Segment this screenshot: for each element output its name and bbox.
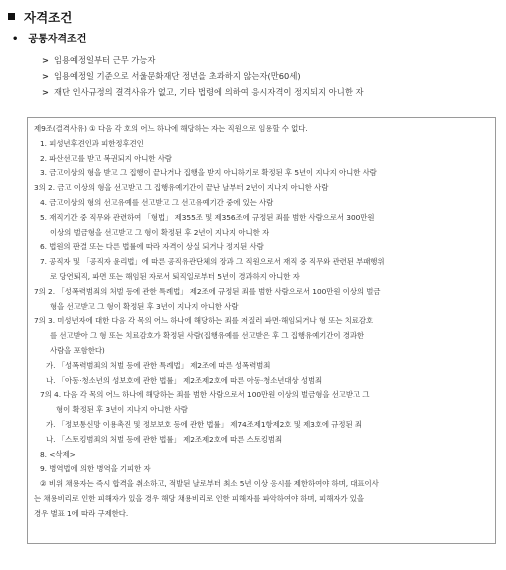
section-title <box>8 8 72 26</box>
article-clause-continuation: 사람을 포함한다) <box>50 345 105 355</box>
article-clause: 1. 피성년후견인과 피한정후견인 <box>40 138 144 148</box>
article-heading: 제9조(결격사유) ① 다음 각 호의 어느 하나에 해당하는 자는 직원으로 임용할 수 없다. <box>34 124 308 133</box>
requirement-text: 임용예정일 기준으로 서울문화재단 정년을 초과하지 않는자(만60세) <box>53 71 301 81</box>
article-subitem: 가. 「정보통신망 이용촉진 및 정보보호 등에 관한 법률」 제74조제1항제2호 및 제3호에 규정된 죄 <box>46 419 362 429</box>
article-clause: 5. 재직기간 중 직무와 관련하여 「형법」 제355조 및 제356조에 규정된 죄를 범한 사람으로서 300만원 <box>40 212 375 222</box>
arrow-bullet-icon: > <box>42 55 49 65</box>
requirement-item <box>42 68 502 84</box>
section-title-text: 자격조건 <box>24 10 73 25</box>
article-paragraph: ② 비위 채용자는 즉시 합격을 취소하고, 적발된 날로부터 최소 5년 이상 응시를 제한하여야 하며, 대표이사 <box>40 479 379 489</box>
article-clause: 2. 파산선고를 받고 복권되지 아니한 사람 <box>40 153 172 163</box>
article-subitem: 나. 「스토킹범죄의 처벌 등에 관한 법률」 제2조제2호에 따른 스토킹범죄 <box>46 434 283 444</box>
arrow-bullet-icon: > <box>42 87 49 97</box>
disqualification-article-box <box>27 117 496 544</box>
article-clause-continuation: 를 선고받아 그 형 또는 치료감호가 확정된 사람(집행유예를 선고받은 후 그 집행유예기간이 경과한 <box>50 331 365 341</box>
article-clause-continuation: 로 당연퇴직, 파면 또는 해임된 자로서 퇴직일로부터 5년이 경과하지 아니한 자 <box>50 271 300 281</box>
article-clause-continuation: 이상의 벌금형을 선고받고 그 형이 확정된 후 2년이 지나지 아니한 자 <box>50 227 270 237</box>
article-clause: 7. 공직자 및 「공직자 윤리법」에 따른 공직유관단체의 장과 그 직원으로서 재직 중 직무와 관련된 부패행위 <box>40 257 385 267</box>
article-subitem: 가. 「성폭력범죄의 처벌 등에 관한 특례법」 제2조에 따른 성폭력범죄 <box>46 360 271 370</box>
article-clause-continuation: 형을 선고받고 그 형이 확정된 후 3년이 지나지 아니한 사람 <box>50 301 239 311</box>
article-clause: 9. 병역법에 의한 병역을 기피한 자 <box>40 464 151 474</box>
requirement-list <box>42 52 502 100</box>
requirement-text: 재단 인사규정의 결격사유가 없고, 기타 법령에 의하여 응시자격이 정지되지 아니한 자 <box>53 87 364 97</box>
article-clause: 7의 2. 「성폭력범죄의 처벌 등에 관한 특례법」 제2조에 규정된 죄를 범한 사람으로서 100만원 이상의 벌금 <box>34 286 381 296</box>
subsection-title-text: 공통자격조건 <box>28 34 87 45</box>
article-clause-continuation: 형이 확정된 후 3년이 지나지 아니한 사람 <box>56 405 188 415</box>
article-clause: 7의 3. 미성년자에 대한 다음 각 목의 어느 하나에 해당하는 죄를 저질러 파면·해임되거나 형 또는 치료감호 <box>34 316 374 326</box>
article-subitem: 나. 「아동·청소년의 성보호에 관한 법률」 제2조제2호에 따른 아동·청소년대상 성범죄 <box>46 375 323 385</box>
square-bullet-icon <box>8 13 15 20</box>
arrow-bullet-icon: > <box>42 71 49 81</box>
article-paragraph-continuation: 경우 별표 1에 따라 구제한다. <box>34 508 129 518</box>
requirement-item <box>42 84 502 100</box>
requirement-item <box>42 52 502 68</box>
article-paragraph-continuation: 는 채용비리로 인한 피해자가 있을 경우 해당 채용비리로 인한 피해자를 파악하여야 하며, 피해자가 있을 <box>34 493 364 503</box>
article-clause: 8. <삭제> <box>40 449 76 459</box>
requirement-text: 임용예정일부터 근무 가능자 <box>53 55 156 65</box>
article-clause: 3. 금고이상의 형을 받고 그 집행이 끝나거나 집행을 받지 아니하기로 확정된 후 5년이 지나지 아니한 사람 <box>40 168 377 178</box>
article-clause: 7의 4. 다음 각 목의 어느 하나에 해당하는 죄를 범한 사람으로서 100만원 이상의 벌금형을 선고받고 그 <box>40 390 370 400</box>
subsection-title <box>12 30 86 45</box>
dot-bullet-icon: • <box>12 34 19 45</box>
article-clause: 6. 법원의 판결 또는 다른 법률에 따라 자격이 상실 되거나 정지된 사람 <box>40 242 264 252</box>
article-clause: 4. 금고이상의 형의 선고유예를 선고받고 그 선고유예기간 중에 있는 사람 <box>40 197 274 207</box>
article-clause: 3의 2. 금고 이상의 형을 선고받고 그 집행유예기간이 끝난 날부터 2년이 지나지 아니한 사람 <box>34 183 329 193</box>
